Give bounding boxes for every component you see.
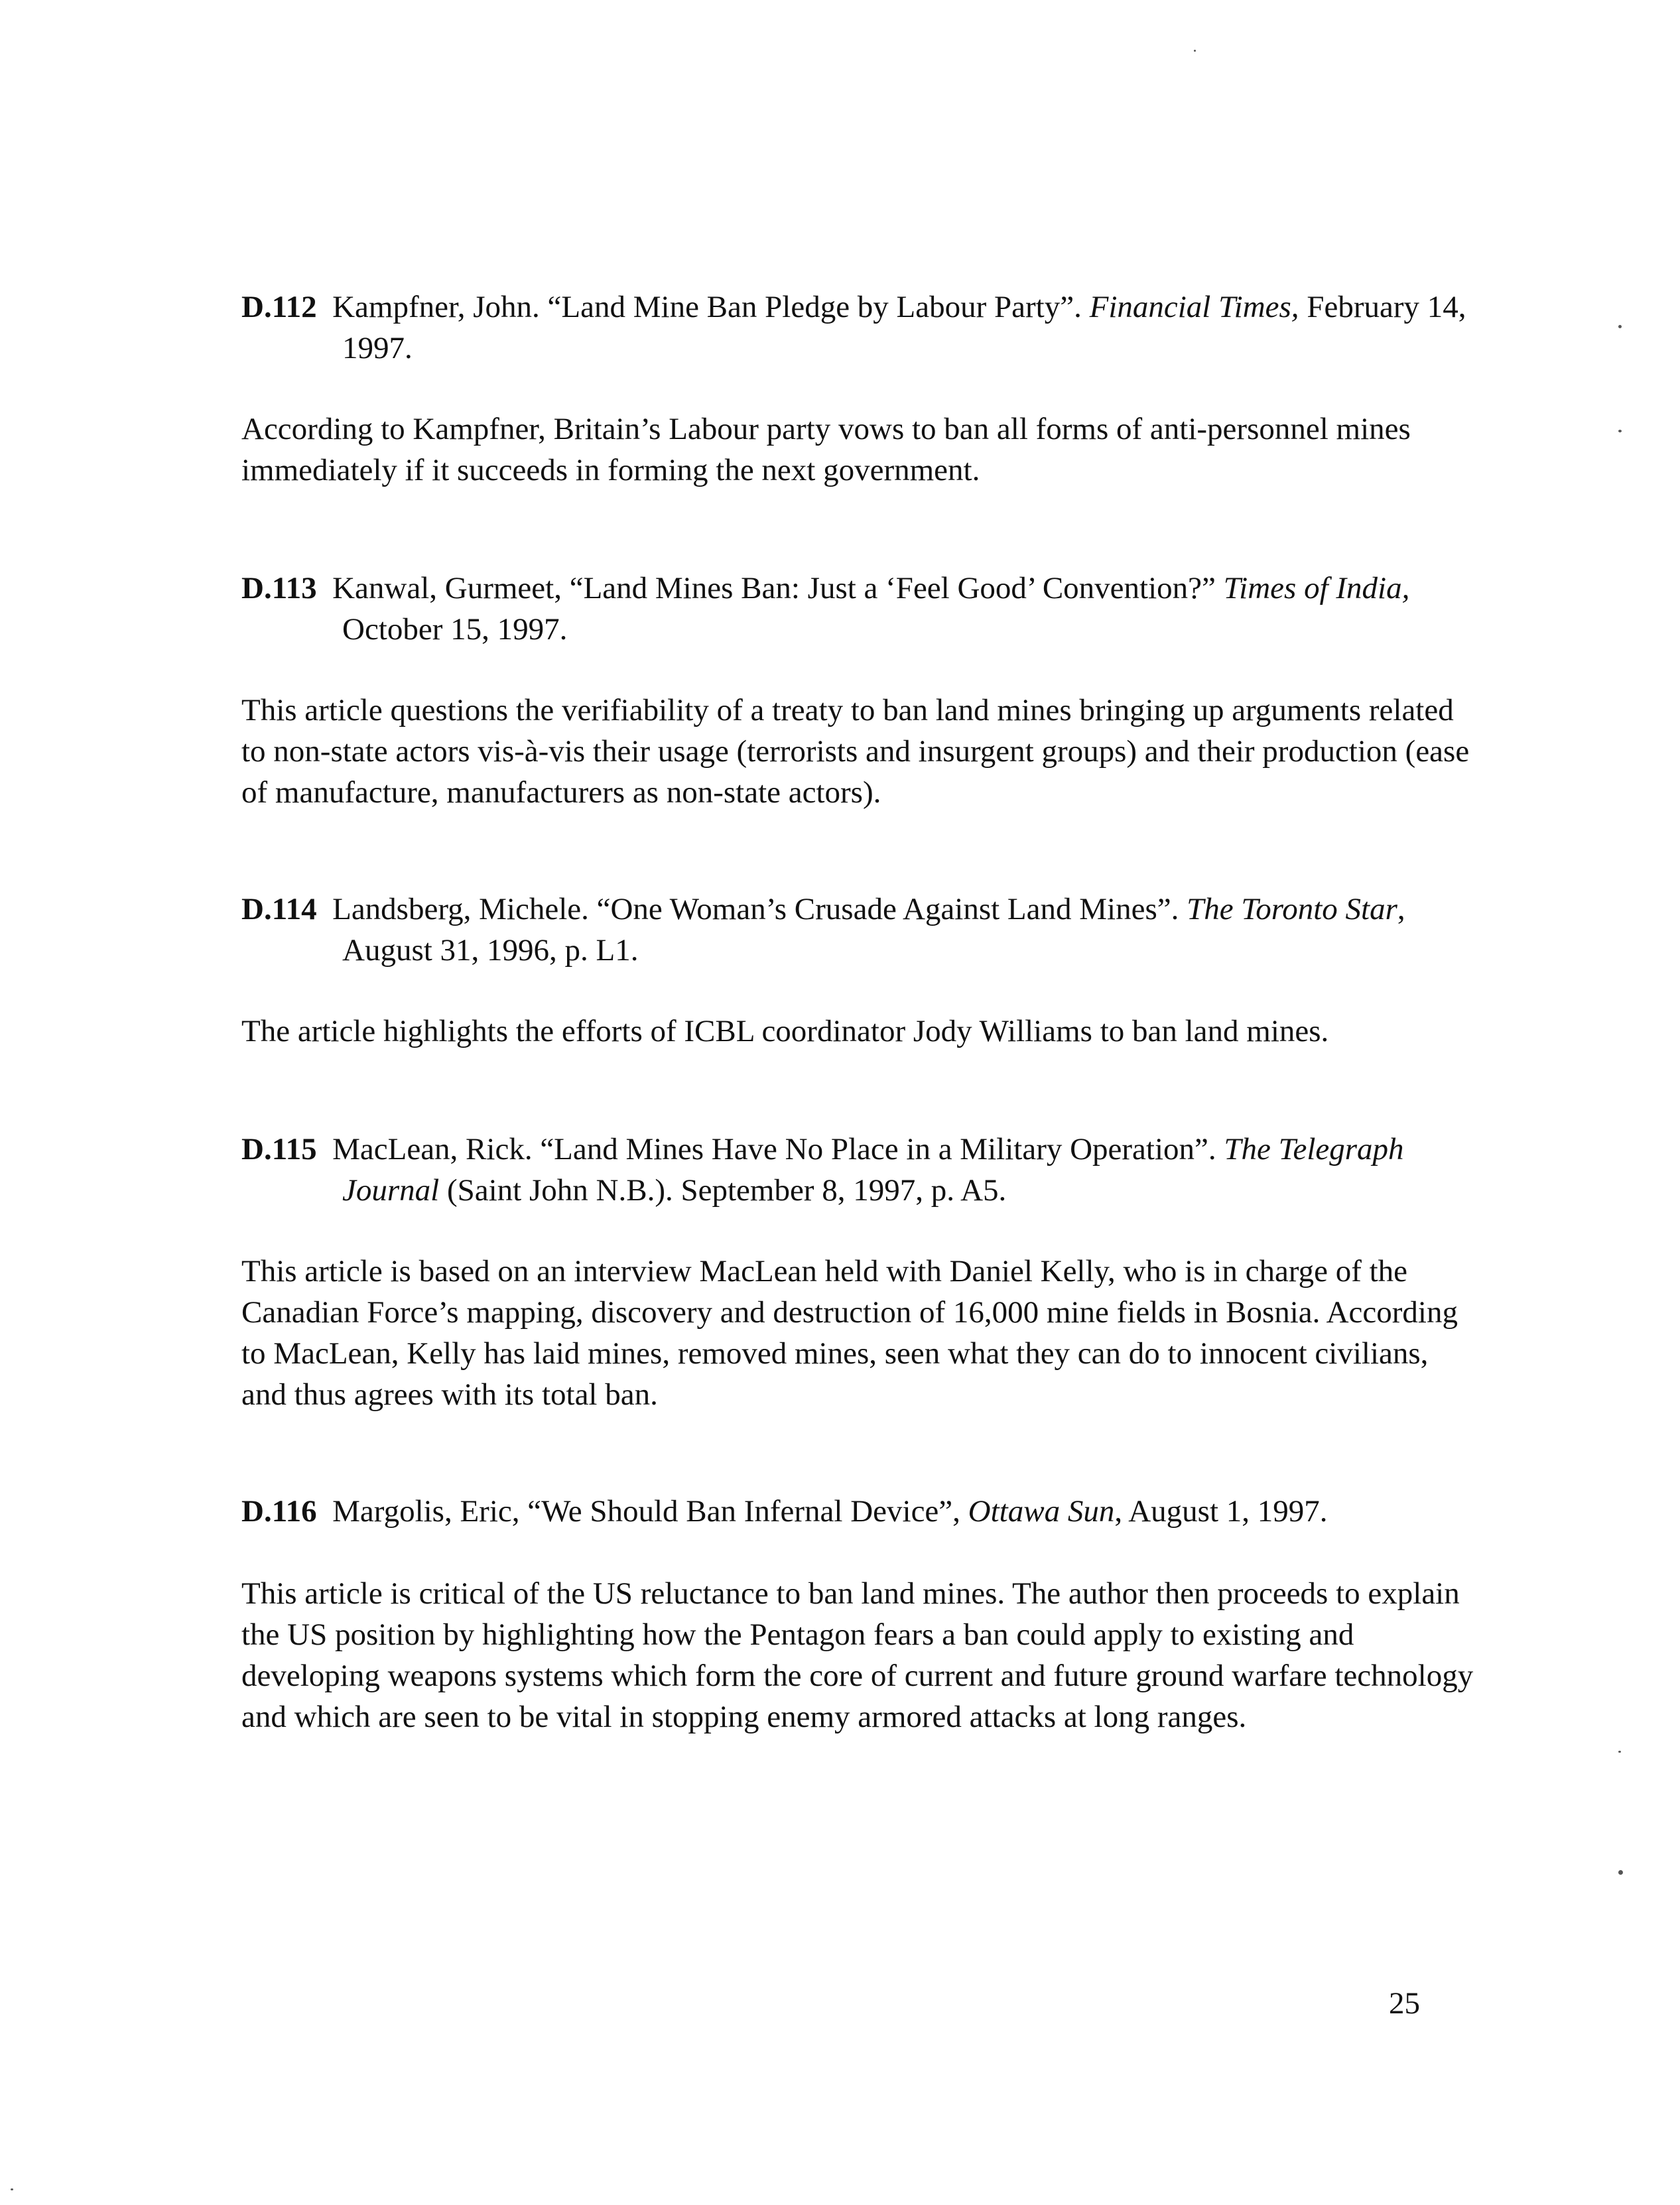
citation-date: October 15, 1997.	[342, 612, 568, 647]
entry-summary: According to Kampfner, Britain’s Labour party vows to ban all forms of anti-personnel mines immediately if it succeeds in forming the next government.	[241, 412, 1411, 487]
entry-summary: The article highlights the efforts of ICBL coordinator Jody Williams to ban land mines.	[241, 1014, 1329, 1048]
entry-number: D.116	[241, 1494, 317, 1529]
entry-summary: This article is based on an interview MacLean held with Daniel Kelly, who is in charge of the Canadian Force’s mapping, discovery and destruction of 16,000 mine fields in Bosnia. According to MacLean, Kelly has laid mines, removed mines, seen what they can do to innocent civilians, and thus agrees with its total ban.	[241, 1254, 1458, 1412]
scan-speck	[1618, 430, 1622, 432]
entry-summary: This article questions the verifiability of a treaty to ban land mines bringing up arguments related to non-state actors vis-à-vis their usage (terrorists and insurgent groups) and their production (ease of manufacture, manufacturers as non-state actors).	[241, 693, 1470, 810]
entry-d113	[241, 568, 1475, 813]
citation-text: Margolis, Eric, “We Should Ban Infernal Device”,	[332, 1494, 968, 1529]
entry-citation	[241, 568, 1475, 650]
entry-citation	[241, 1491, 1475, 1532]
citation-date: , August 31, 1996, p. L1.	[342, 892, 1405, 968]
citation-text: MacLean, Rick. “Land Mines Have No Place in a Military Operation”.	[332, 1132, 1224, 1166]
scan-speck	[1618, 1751, 1621, 1753]
entry-number: D.114	[241, 892, 317, 926]
scan-speck	[1618, 1870, 1623, 1875]
entry-citation	[241, 286, 1475, 369]
citation-date: February 14, 1997.	[342, 290, 1466, 365]
entry-number: D.113	[241, 571, 317, 605]
entry-citation	[241, 889, 1475, 971]
page-number: 25	[1389, 1986, 1420, 2021]
citation-text: Kampfner, John. “Land Mine Ban Pledge by Labour Party”.	[332, 290, 1090, 324]
citation-text: Landsberg, Michele. “One Woman’s Crusade Against Land Mines”.	[332, 892, 1187, 926]
entry-d114	[241, 889, 1475, 1052]
entry-d116	[241, 1491, 1475, 1737]
citation-source: The Toronto Star	[1187, 892, 1397, 926]
citation-date: , August 1, 1997.	[1114, 1494, 1328, 1529]
scan-speck	[1194, 50, 1196, 52]
entry-number: D.112	[241, 290, 317, 324]
scan-speck	[11, 2188, 13, 2190]
citation-source: Times of India,	[1223, 571, 1410, 605]
entry-number: D.115	[241, 1132, 317, 1166]
entry-d112	[241, 286, 1475, 491]
citation-text: Kanwal, Gurmeet, “Land Mines Ban: Just a ‘Feel Good’ Convention?”	[332, 571, 1224, 605]
entry-d115	[241, 1129, 1475, 1415]
citation-source: Ottawa Sun	[968, 1494, 1115, 1529]
citation-source: Financial Times,	[1089, 290, 1299, 324]
citation-source: The Telegraph Journal	[342, 1132, 1404, 1208]
citation-date: (Saint John N.B.). September 8, 1997, p. A5.	[439, 1173, 1007, 1208]
entry-summary: This article is critical of the US reluctance to ban land mines. The author then proceeds to explain the US position by highlighting how the Pentagon fears a ban could apply to existing and developing weapons systems which form the core of current and future ground warfare technology and which are seen to be vital in stopping enemy armored attacks at long ranges.	[241, 1576, 1474, 1734]
scan-speck	[1618, 325, 1622, 328]
entry-citation	[241, 1129, 1475, 1211]
